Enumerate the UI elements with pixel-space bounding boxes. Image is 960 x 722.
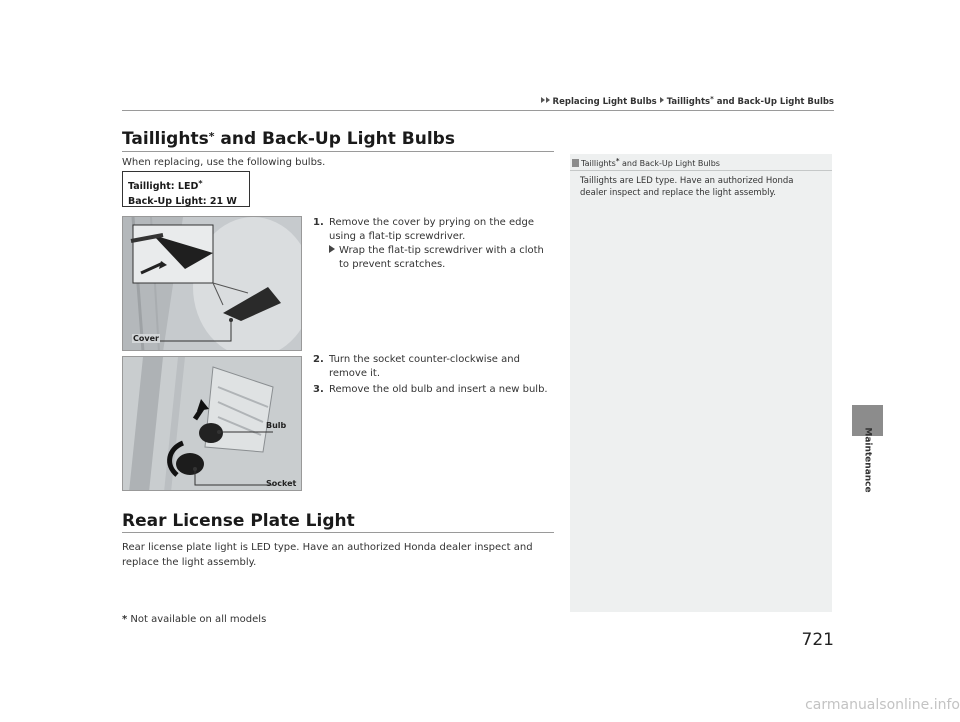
section-title: Rear License Plate Light — [122, 511, 355, 531]
watermark: carmanualsonline.info — [805, 697, 960, 713]
bulb-spec-box: Taillight: LED* Back-Up Light: 21 W — [122, 171, 250, 207]
arrow-icon — [541, 97, 545, 103]
note-icon — [572, 159, 579, 167]
section-divider — [122, 151, 554, 152]
cover-label: Cover — [133, 334, 159, 343]
breadcrumb-item[interactable]: Taillights* and Back-Up Light Bulbs — [666, 95, 834, 107]
section-body: Rear license plate light is LED type. Have an authorized Honda dealer inspect and replace the light assembly. — [122, 542, 533, 568]
step-3: 3. Remove the old bulb and insert a new bulb. — [313, 384, 548, 395]
note-body: Taillights are LED type. Have an authorized Honda dealer inspect and replace the light assembly. — [580, 176, 794, 198]
step-2: 2. Turn the socket counter-clockwise and remove it. — [313, 354, 520, 379]
arrow-icon — [329, 245, 335, 253]
page-number: 721 — [801, 630, 834, 650]
section-title: Taillights* and Back-Up Light Bulbs — [122, 129, 455, 149]
cover-removal-image — [122, 216, 302, 351]
arrow-icon — [660, 97, 664, 103]
section-divider — [122, 532, 554, 533]
note-heading: Taillights* and Back-Up Light Bulbs — [572, 157, 720, 168]
breadcrumb-item[interactable]: Replacing Light Bulbs — [552, 97, 657, 107]
bulb-socket-image — [122, 356, 302, 491]
socket-label: Socket — [266, 479, 297, 488]
header-divider — [122, 110, 834, 111]
footnote: * Not available on all models — [122, 614, 267, 625]
note-divider — [570, 170, 832, 171]
bulb-label: Bulb — [266, 421, 287, 430]
breadcrumb — [520, 95, 834, 107]
intro-text: When replacing, use the following bulbs. — [122, 157, 326, 168]
note-panel — [570, 154, 832, 612]
chapter-label: Maintenance — [862, 427, 873, 493]
arrow-icon — [546, 97, 550, 103]
step-1: 1. Remove the cover by prying on the edge using a flat-tip screwdriver. Wrap the flat-tip screwdriver with a cloth to prevent scratches. — [313, 217, 544, 270]
